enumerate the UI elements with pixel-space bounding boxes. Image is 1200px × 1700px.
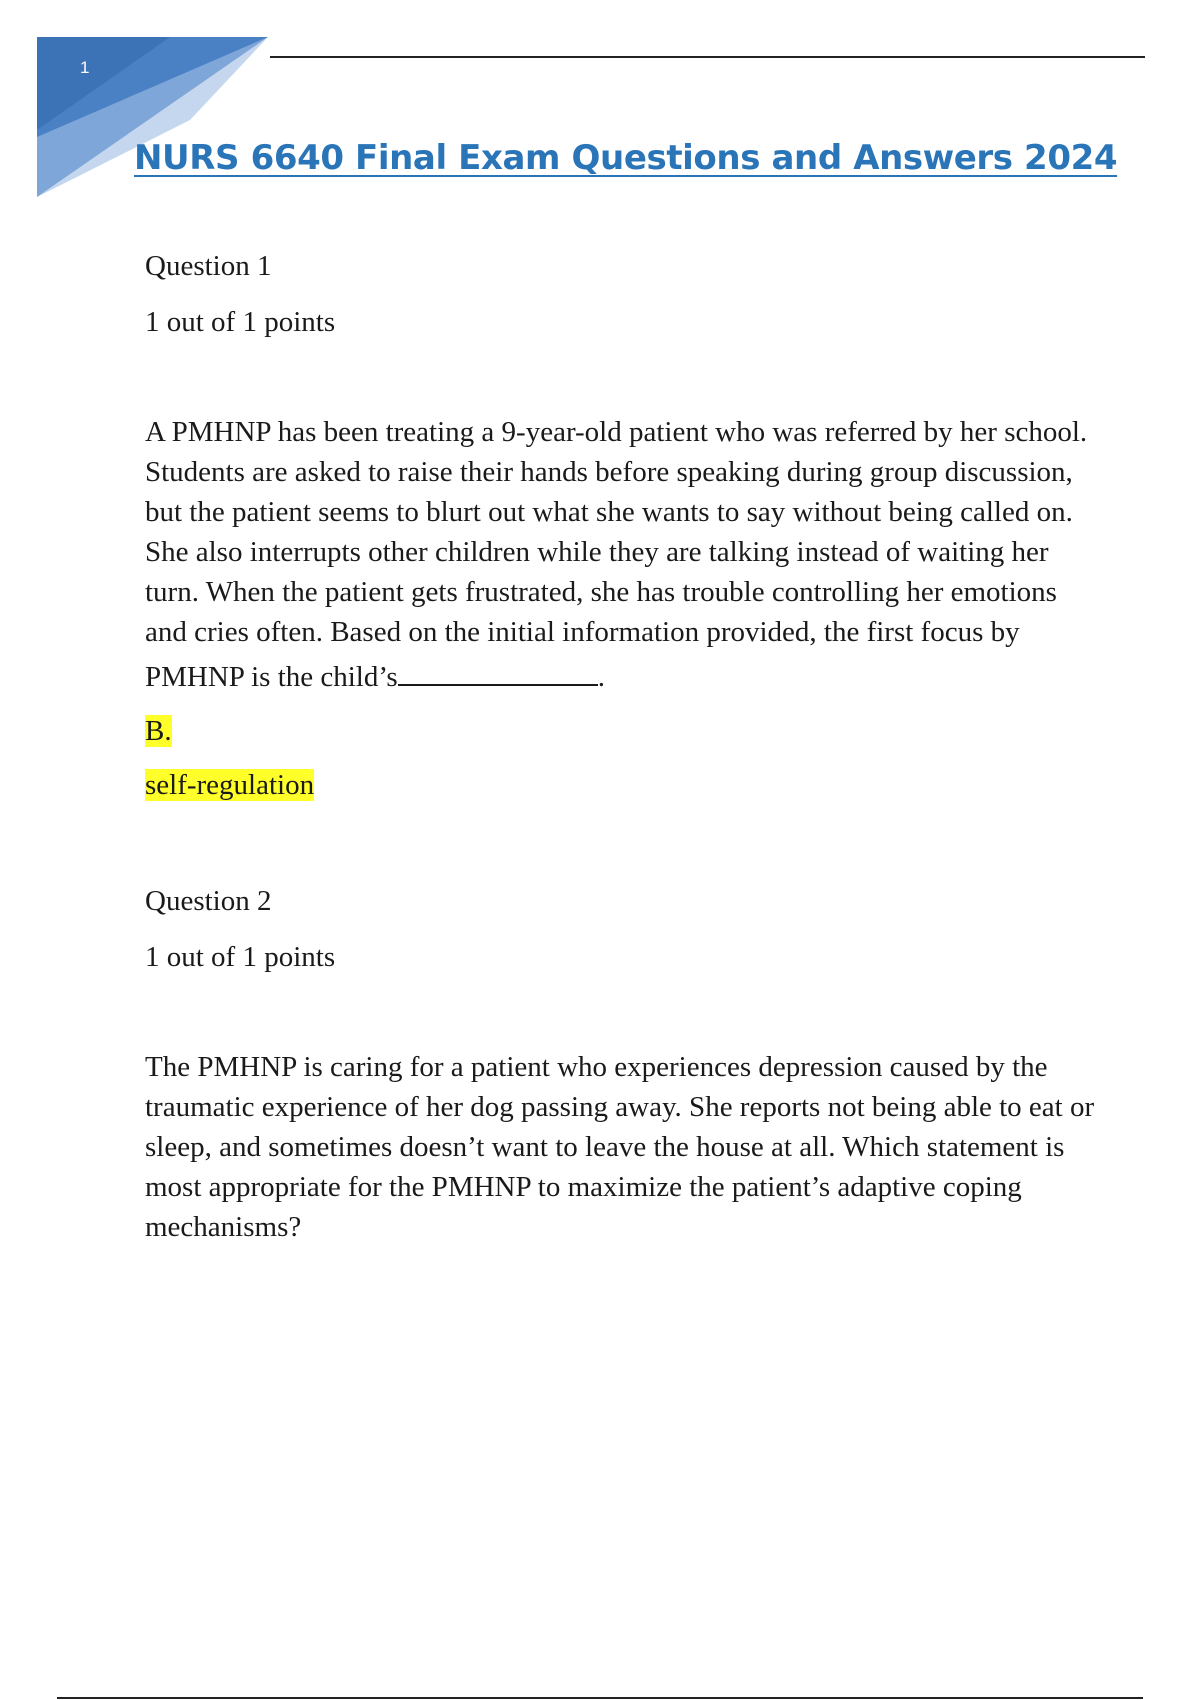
question-2 — [145, 881, 1095, 1247]
answer-letter-line — [145, 711, 1095, 751]
question-points: 1 out of 1 points — [145, 306, 336, 338]
question-stem-end: . — [597, 661, 605, 693]
answer-blank — [398, 652, 598, 686]
document-title: NURS 6640 Final Exam Questions and Answers 2024 — [134, 138, 1118, 178]
question-text: The PMHNP is caring for a patient who experiences depression caused by the traumatic experience of her dog passing away. She reports not being able to eat or sleep, and sometimes doesn’t want to leave the house at all. Which statement is most appropriate for the PMHNP to maximize the patient’s adaptive coping mechanisms? — [145, 1051, 1095, 1243]
corner-decoration — [0, 0, 280, 210]
answer-text-line — [145, 765, 1095, 805]
question-points: 1 out of 1 points — [145, 941, 336, 973]
footer-rule — [57, 1697, 1143, 1699]
document-body — [145, 246, 1095, 1261]
header-rule — [270, 56, 1145, 58]
question-label: Question 2 — [145, 885, 272, 917]
question-stem: A PMHNP has been treating a 9-year-old patient who was referred by her school. Students are asked to raise their hands before speaking during group discussion, but the patient seems to blurt out what she wants to say without being called on. She also interrupts other children while they are talking instead of waiting her turn. When the patient gets frustrated, she has trouble controlling her emotions and cries often. Based on the initial information provided, the first focus by PMHNP is the child’s — [145, 416, 1088, 693]
page-number: 1 — [80, 58, 90, 77]
answer-text: self-regulation — [145, 769, 315, 801]
answer-letter: B. — [145, 715, 172, 747]
question-label: Question 1 — [145, 250, 272, 282]
question-1 — [145, 246, 1095, 805]
question-text — [145, 412, 1095, 697]
